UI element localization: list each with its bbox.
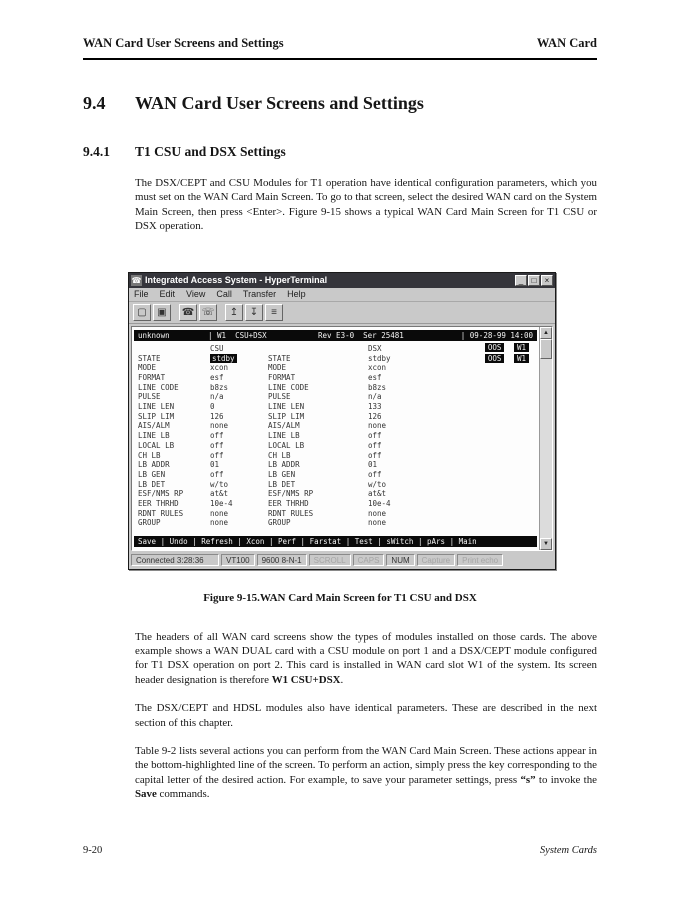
status-scroll: SCROLL	[309, 554, 351, 566]
status-connected: Connected 3:28:36	[131, 554, 219, 566]
parameter-row	[138, 431, 533, 441]
csu-value-text: off	[210, 469, 224, 479]
csu-value-text: 10e-4	[210, 498, 233, 508]
port-status-flags	[480, 343, 529, 365]
page-number: 9-20	[83, 845, 103, 856]
status-capture: Capture	[417, 554, 455, 566]
csu-param-value	[210, 489, 268, 499]
csu-param-value	[210, 499, 268, 509]
csu-value-text: at&t	[210, 489, 229, 499]
parameter-row	[138, 412, 533, 422]
csu-param-value	[210, 363, 268, 373]
dsx-param-label: RDNT RULES	[268, 508, 314, 518]
csu-value-text: w/to	[210, 479, 229, 489]
menu-item[interactable]: View	[186, 289, 206, 300]
window-title: Integrated Access System - HyperTerminal	[145, 275, 328, 286]
text-segment: The headers of all WAN card screens show the types of modules installed on those cards. The above example shows a WAN DUAL card with a CSU module on port 1 and a DSX/CEPT module configured for T1 DSX operation on port 2. This card is installed in WAN card slot W1 of the system. Its screen header designation is therefore	[135, 630, 597, 686]
dsx-param-value	[368, 363, 533, 373]
dsx-param-value	[368, 509, 533, 519]
csu-param-value	[210, 402, 268, 412]
dsx-value-text: xcon	[368, 363, 387, 373]
dsx-param-label: LINE LB	[268, 431, 300, 441]
bold-s-key: “s”	[520, 773, 536, 786]
menu-item[interactable]: Call	[216, 289, 232, 300]
csu-param-value	[210, 392, 268, 402]
toolbar-button[interactable]	[153, 304, 171, 321]
dsx-param-label: ESF/NMS RP	[268, 489, 314, 499]
text-segment: .	[340, 673, 344, 686]
port-status-row	[480, 343, 529, 353]
screen-rev-ser: Rev E3-0 Ser 25481	[318, 330, 404, 340]
vertical-scrollbar[interactable]	[539, 327, 552, 550]
dsx-value-text: n/a	[368, 392, 382, 402]
dsx-param-label: LB ADDR	[268, 460, 300, 470]
toolbar-button[interactable]	[245, 304, 263, 321]
parameter-row	[138, 402, 533, 412]
csu-param-value	[210, 383, 268, 393]
dsx-value-text: off	[368, 440, 382, 450]
csu-param-value	[210, 412, 268, 422]
menu-item[interactable]: Help	[287, 289, 306, 300]
action-item: | Test	[341, 536, 373, 547]
section-number: 9.4	[83, 93, 106, 113]
dsx-value-text: none	[368, 518, 387, 528]
parameter-row	[138, 451, 533, 461]
dsx-param-label: LOCAL LB	[268, 440, 305, 450]
toolbar-button[interactable]	[265, 304, 283, 321]
subsection-heading	[83, 144, 597, 160]
dsx-value-text: at&t	[368, 489, 387, 499]
csu-value-text: off	[210, 440, 224, 450]
csu-param-label: AIS/ALM	[138, 421, 170, 431]
toolbar-button[interactable]	[225, 304, 243, 321]
dsx-param-value	[368, 392, 533, 402]
scrollbar-thumb[interactable]	[540, 339, 552, 359]
header-right-title: WAN Card	[536, 36, 597, 50]
csu-param-value	[210, 470, 268, 480]
dsx-param-label: LINE LEN	[268, 402, 305, 412]
action-item: Save	[138, 536, 157, 546]
csu-param-value	[210, 480, 268, 490]
csu-param-value	[210, 421, 268, 431]
dsx-param-value	[368, 402, 533, 412]
csu-value-text: none	[210, 508, 229, 518]
text-segment: commands.	[156, 788, 210, 801]
csu-param-value	[210, 373, 268, 383]
csu-param-value	[210, 354, 268, 364]
toolbar-button[interactable]	[199, 304, 217, 321]
dsx-param-value	[368, 499, 533, 509]
csu-param-label: LOCAL LB	[138, 440, 175, 450]
send-icon: ↥	[229, 306, 239, 318]
dsx-value-text: 126	[368, 411, 382, 421]
screen-host: unknown	[138, 330, 170, 340]
dsx-value-text: 133	[368, 402, 382, 412]
action-item: | pArs	[413, 536, 445, 547]
parameter-row	[138, 480, 533, 490]
header-left-title: WAN Card User Screens and Settings	[83, 36, 284, 50]
dsx-column-header: DSX	[368, 343, 382, 353]
parameter-row	[138, 354, 533, 364]
dsx-value-text: 10e-4	[368, 498, 391, 508]
dsx-param-value	[368, 421, 533, 431]
csu-param-label: LINE LEN	[138, 402, 175, 412]
call-icon: ☎	[181, 306, 195, 318]
new-connection-icon: ▢	[137, 306, 147, 318]
csu-param-label: EER THRHD	[138, 498, 179, 508]
csu-param-label: GROUP	[138, 518, 161, 528]
close-button[interactable]: ×	[541, 275, 553, 286]
parameter-row	[138, 460, 533, 470]
maximize-button[interactable]: □	[528, 275, 540, 286]
dsx-value-text: none	[368, 508, 387, 518]
csu-value-text: esf	[210, 373, 224, 382]
csu-param-label: LINE LB	[138, 431, 170, 441]
csu-value-text: b8zs	[210, 382, 229, 392]
csu-value-text: none	[210, 421, 229, 431]
csu-value-text: off	[210, 450, 224, 460]
dsx-param-label: PULSE	[268, 392, 291, 402]
menu-item[interactable]: Transfer	[242, 289, 277, 300]
dsx-value-text: 01	[368, 460, 378, 470]
page-footer	[83, 845, 597, 856]
csu-value-text: 0	[210, 402, 215, 412]
csu-value-text: off	[210, 431, 224, 441]
action-item: | Perf	[264, 536, 296, 547]
action-item: | sWitch	[373, 536, 414, 547]
menu-item[interactable]: Edit	[159, 289, 176, 300]
screen-card-id: | W1 CSU+DSX	[208, 330, 267, 340]
paragraph-hdsl: The DSX/CEPT and HDSL modules also have identical parameters. These are described in the next section of this chapter.	[135, 702, 597, 729]
scroll-up-icon[interactable]: ▲	[540, 327, 552, 339]
dsx-param-value	[368, 373, 533, 383]
csu-param-value	[210, 431, 268, 441]
csu-param-label: LB DET	[138, 479, 166, 489]
parameter-row	[138, 470, 533, 480]
status-emulation: VT100	[221, 554, 255, 566]
dsx-param-value	[368, 412, 533, 422]
running-header	[83, 36, 597, 60]
dsx-param-value	[368, 431, 533, 441]
receive-icon: ↧	[249, 306, 259, 318]
text-segment: to invoke the	[535, 773, 597, 786]
csu-param-label: STATE	[138, 353, 161, 363]
screen-datetime: | 09-28-99 14:00	[460, 330, 533, 340]
csu-param-label: FORMAT	[138, 373, 166, 382]
status-caps: CAPS	[353, 554, 385, 566]
parameter-row	[138, 489, 533, 499]
status-port-settings: 9600 8-N-1	[257, 554, 307, 566]
dsx-param-value	[368, 470, 533, 480]
paragraph-actions	[135, 744, 597, 802]
status-bar	[129, 553, 555, 569]
csu-value-text: stdby	[212, 353, 235, 363]
csu-value-text: xcon	[210, 363, 229, 373]
figure-caption: Figure 9-15.WAN Card Main Screen for T1 CSU and DSX	[203, 591, 477, 604]
toolbar	[129, 302, 555, 324]
csu-param-value	[210, 509, 268, 519]
dsx-param-label: LB DET	[268, 479, 296, 489]
section-heading	[83, 93, 597, 114]
parameter-table	[132, 354, 539, 528]
dsx-param-label: GROUP	[268, 518, 291, 528]
csu-param-label: ESF/NMS RP	[138, 489, 184, 499]
hangup-icon: ☏	[201, 306, 215, 318]
dsx-value-text: stdby	[368, 353, 391, 363]
csu-param-value	[210, 451, 268, 461]
open-icon: ▣	[157, 306, 167, 318]
dsx-param-value	[368, 480, 533, 490]
dsx-param-label: LB GEN	[268, 469, 296, 479]
parameter-row	[138, 441, 533, 451]
csu-column-header: CSU	[210, 343, 224, 353]
parameter-row	[138, 363, 533, 373]
page-content	[83, 36, 597, 802]
csu-param-label: LB GEN	[138, 469, 166, 479]
parameter-row	[138, 392, 533, 402]
parameter-row	[138, 499, 533, 509]
csu-value-text: 126	[210, 411, 224, 421]
scrollbar-track[interactable]	[540, 359, 552, 538]
port-status-state: OOS	[485, 354, 505, 363]
subsection-number: 9.4.1	[83, 144, 110, 159]
csu-param-value	[210, 441, 268, 451]
parameter-row	[138, 421, 533, 431]
port-status-slot: W1	[514, 354, 529, 363]
dsx-value-text: esf	[368, 373, 382, 382]
dsx-param-label: FORMAT	[268, 373, 296, 382]
dsx-param-value	[368, 489, 533, 499]
csu-param-label: PULSE	[138, 392, 161, 402]
status-print-echo: Print echo	[457, 554, 503, 566]
csu-param-label: MODE	[138, 363, 157, 373]
csu-value-text: 01	[210, 460, 220, 470]
figure-9-15	[128, 272, 597, 570]
dsx-value-text: w/to	[368, 479, 387, 489]
action-item: | Refresh	[188, 536, 233, 547]
dsx-value-text: none	[368, 421, 387, 431]
window-titlebar[interactable]	[129, 273, 555, 288]
terminal-viewport	[131, 326, 553, 551]
footer-book-title: System Cards	[539, 845, 597, 856]
action-item: | Main	[445, 536, 477, 547]
text-segment: Table 9-2 lists several actions you can perform from the WAN Card Main Screen. These actions appear in the bottom-highlighted line of the screen. To perform an action, simply press the key corresponding to the capital letter of the desired action. For example, to save your parameter settings, press	[135, 745, 597, 786]
dsx-param-label: STATE	[268, 353, 291, 363]
parameter-row	[138, 518, 533, 528]
dsx-param-value	[368, 518, 533, 528]
dsx-value-text: off	[368, 431, 382, 441]
toolbar-button[interactable]	[179, 304, 197, 321]
minimize-button[interactable]: _	[515, 275, 527, 286]
properties-icon: ≡	[271, 306, 277, 318]
subsection-title: T1 CSU and DSX Settings	[135, 144, 286, 159]
terminal-screen[interactable]	[132, 327, 539, 550]
dsx-param-label: LINE CODE	[268, 382, 309, 392]
dsx-param-label: CH LB	[268, 450, 291, 460]
bold-screen-designation: W1 CSU+DSX	[271, 673, 341, 686]
window-controls	[515, 275, 553, 286]
port-status-state: OOS	[485, 343, 505, 352]
dsx-param-value	[368, 441, 533, 451]
paragraph-headers	[135, 630, 597, 688]
section-title: WAN Card User Screens and Settings	[135, 93, 424, 113]
action-item: | Undo	[156, 536, 188, 547]
csu-value-text: n/a	[210, 392, 224, 402]
csu-param-label: LB ADDR	[138, 460, 170, 470]
parameter-row	[138, 383, 533, 393]
csu-param-label: RDNT RULES	[138, 508, 184, 518]
bold-save: Save	[135, 788, 157, 801]
csu-param-label: LINE CODE	[138, 382, 179, 392]
hyperterminal-window	[128, 272, 556, 570]
menu-bar	[129, 288, 555, 302]
column-headers	[132, 344, 539, 354]
action-bar	[134, 536, 537, 547]
paragraph-intro: The DSX/CEPT and CSU Modules for T1 operation have identical configuration parameters, which you must set on the WAN Card Main Screen. To go to that screen, select the desired WAN card on the System Main Screen, then press <Enter>. Figure 9-15 shows a typical WAN Card Main Screen for T1 CSU or DSX operation.	[135, 177, 597, 233]
dsx-param-label: AIS/ALM	[268, 421, 300, 431]
dsx-value-text: off	[368, 469, 382, 479]
port-status-row	[480, 354, 529, 364]
csu-param-value	[210, 460, 268, 470]
parameter-row	[138, 373, 533, 383]
action-item: | Xcon	[233, 536, 265, 547]
dsx-param-value	[368, 383, 533, 393]
port-status-slot: W1	[514, 343, 529, 352]
screen-header-line	[134, 330, 537, 341]
csu-value-text: none	[210, 518, 229, 528]
parameter-row	[138, 509, 533, 519]
status-num: NUM	[386, 554, 414, 566]
dsx-param-label: EER THRHD	[268, 498, 309, 508]
csu-param-value	[210, 518, 268, 528]
csu-param-label: CH LB	[138, 450, 161, 460]
dsx-value-text: b8zs	[368, 382, 387, 392]
action-item: | Farstat	[296, 536, 341, 547]
dsx-value-text: off	[368, 450, 382, 460]
scroll-down-icon[interactable]: ▼	[540, 538, 552, 550]
hyperterminal-icon: ☎	[131, 275, 142, 285]
toolbar-button[interactable]	[133, 304, 151, 321]
menu-item[interactable]: File	[134, 289, 149, 300]
dsx-param-value	[368, 451, 533, 461]
dsx-param-label: MODE	[268, 363, 287, 373]
dsx-param-label: SLIP LIM	[268, 411, 305, 421]
dsx-param-value	[368, 460, 533, 470]
csu-param-label: SLIP LIM	[138, 411, 175, 421]
